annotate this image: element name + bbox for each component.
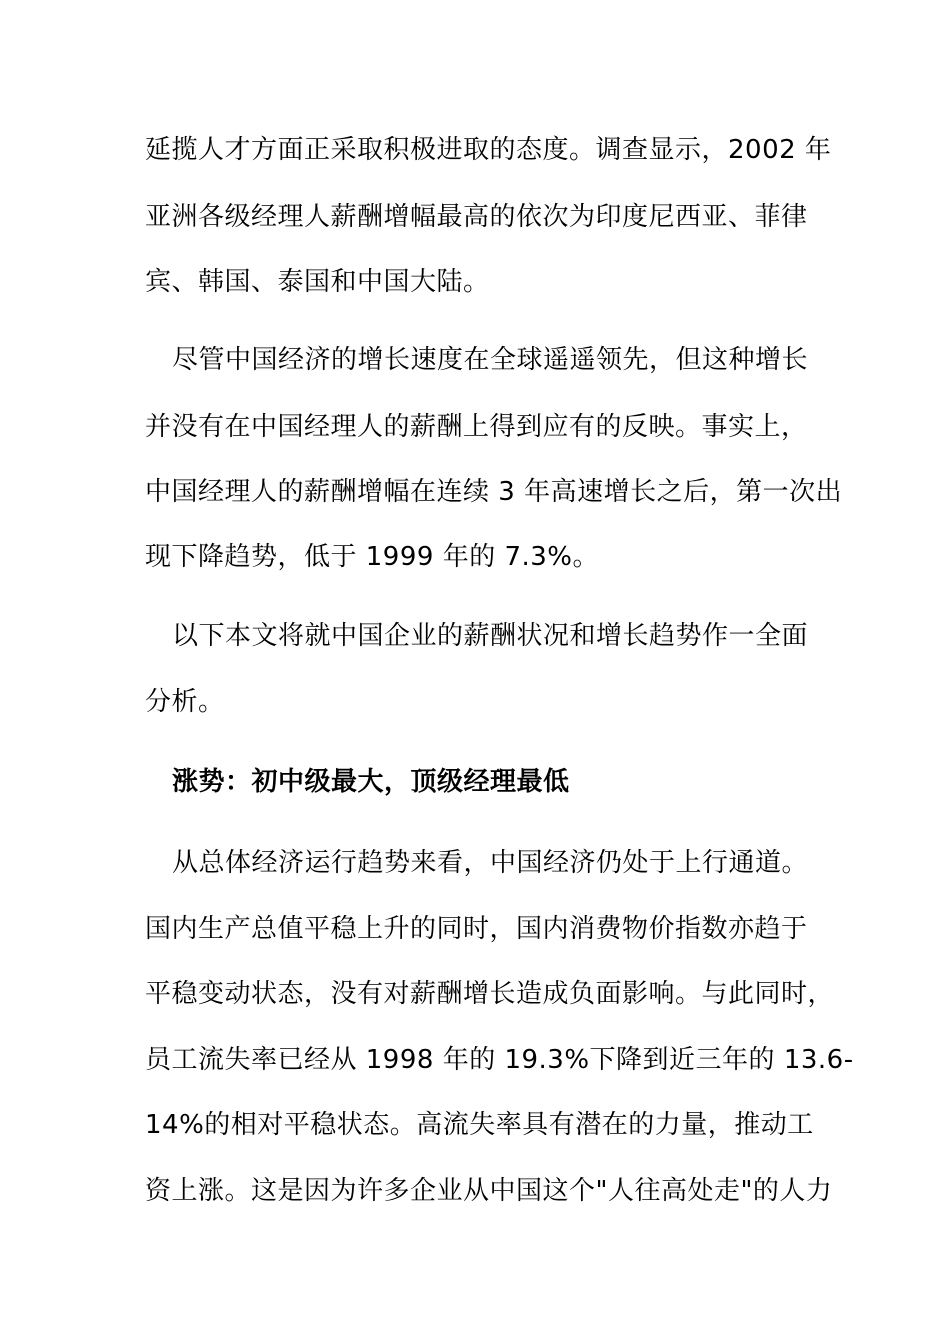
paragraph-2-line-4: 现下降趋势，低于 1999 年的 7.3%。: [145, 542, 600, 572]
paragraph-2-line-3: 中国经理人的薪酬增幅在连续 3 年高速增长之后，第一次出: [145, 477, 843, 507]
section-paragraph-line-4: 员工流失率已经从 1998 年的 19.3%下降到近三年的 13.6-: [145, 1045, 854, 1075]
paragraph-2-line-2: 并没有在中国经理人的薪酬上得到应有的反映。事实上，: [145, 412, 808, 442]
section-paragraph-line-5: 14%的相对平稳状态。高流失率具有潜在的力量，推动工: [145, 1110, 814, 1140]
section-paragraph-line-3: 平稳变动状态，没有对薪酬增长造成负面影响。与此同时，: [145, 979, 835, 1009]
paragraph-3-line-1: 以下本文将就中国企业的薪酬状况和增长趋势作一全面: [172, 621, 809, 651]
section-paragraph-line-2: 国内生产总值平稳上升的同时，国内消费物价指数亦趋于: [145, 914, 808, 944]
section-heading: 涨势：初中级最大，顶级经理最低: [172, 767, 570, 797]
paragraph-3-line-2: 分析。: [145, 687, 225, 717]
paragraph-1-line-1: 延揽人才方面正采取积极进取的态度。调查显示，2002 年: [145, 135, 832, 165]
paragraph-2-line-1: 尽管中国经济的增长速度在全球遥遥领先，但这种增长: [172, 345, 809, 375]
section-paragraph-line-1: 从总体经济运行趋势来看，中国经济仍处于上行通道。: [172, 848, 809, 878]
section-paragraph-line-6: 资上涨。这是因为许多企业从中国这个"人往高处走"的人力: [145, 1176, 833, 1206]
paragraph-1-line-2: 亚洲各级经理人薪酬增幅最高的依次为印度尼西亚、菲律: [145, 202, 808, 232]
paragraph-1-line-3: 宾、韩国、泰国和中国大陆。: [145, 267, 490, 297]
